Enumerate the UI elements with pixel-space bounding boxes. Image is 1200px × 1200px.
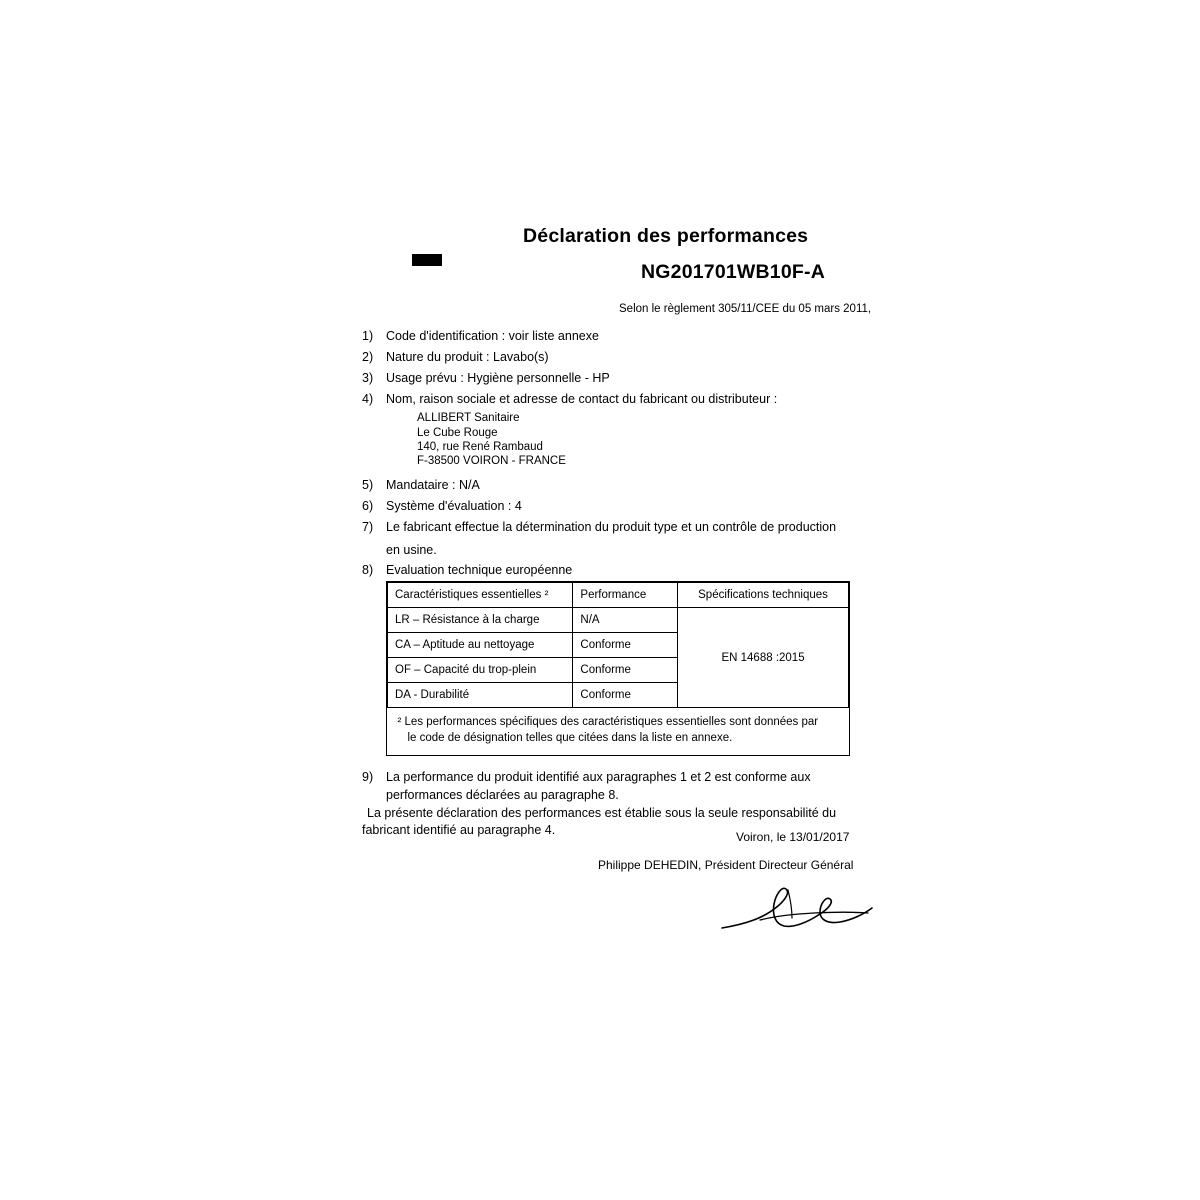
regulation-reference: Selon le règlement 305/11/CEE du 05 mars 2011, [619, 303, 872, 315]
closing-item-9-continuation: performances déclarées au paragraphe 8. [386, 788, 619, 802]
item-text: Le fabricant effectue la détermination du produit type et un contrôle de production [386, 520, 837, 534]
item-number: 4) [362, 392, 374, 406]
list-item [362, 350, 549, 364]
list-item [362, 371, 610, 385]
table-cell-performance: Conforme [573, 658, 678, 683]
closing-item-9 [362, 768, 811, 786]
ce-mark-icon [352, 215, 462, 305]
list-item [362, 499, 522, 513]
table-cell-characteristic: OF – Capacité du trop-plein [388, 658, 573, 683]
item-text: Nom, raison sociale et adresse de contact du fabricant ou distributeur : [386, 392, 778, 406]
place-and-date: Voiron, le 13/01/2017 [736, 830, 850, 844]
item-text: Système d'évaluation : 4 [386, 499, 522, 513]
item-text: Evaluation technique européenne [386, 563, 573, 577]
table-cell-characteristic: CA – Aptitude au nettoyage [388, 633, 573, 658]
signature-image [716, 880, 876, 945]
table-footnote-row [388, 708, 849, 756]
table-cell-performance: N/A [573, 608, 678, 633]
table-header-cell: Spécifications techniques [678, 583, 849, 608]
address-line: F-38500 VOIRON - FRANCE [417, 455, 566, 467]
document-reference: NG201701WB10F-A [641, 261, 825, 283]
footnote-line-1: ² Les performances spécifiques des caractéristiques essentielles sont données par [397, 716, 819, 728]
list-item [362, 329, 599, 343]
table-cell-performance: Conforme [573, 633, 678, 658]
performance-table [386, 581, 850, 756]
item-number: 7) [362, 520, 374, 534]
item-number: 8) [362, 563, 374, 577]
list-item-continuation [362, 543, 437, 557]
table-header-cell: Performance [573, 583, 678, 608]
item-text: La performance du produit identifié aux paragraphes 1 et 2 est conforme aux [386, 770, 811, 784]
responsibility-statement-line-2: fabricant identifié au paragraphe 4. [362, 823, 556, 837]
table-cell-characteristic: DA - Durabilité [388, 683, 573, 708]
list-item [362, 520, 836, 534]
list-item [362, 563, 572, 577]
table-cell-performance: Conforme [573, 683, 678, 708]
item-text: Code d'identification : voir liste annexe [386, 329, 599, 343]
item-number: 3) [362, 371, 374, 385]
address-line: 140, rue René Rambaud [417, 441, 543, 453]
table-header-row [388, 583, 849, 608]
table-cell-specification: EN 14688 :2015 [678, 608, 849, 708]
table-footnote-cell [388, 708, 849, 756]
item-text: Usage prévu : Hygiène personnelle - HP [386, 371, 610, 385]
item-number: 1) [362, 329, 374, 343]
list-item [362, 392, 777, 406]
item-number: 6) [362, 499, 374, 513]
responsibility-statement-line-1: La présente déclaration des performances est établie sous la seule responsabilité du [367, 806, 837, 820]
item-number: 9) [362, 770, 374, 784]
footnote-line-2: le code de désignation telles que citées dans la liste en annexe. [407, 731, 733, 744]
item-number: 2) [362, 350, 374, 364]
item-text: en usine. [386, 543, 437, 557]
page-title: Déclaration des performances [523, 225, 809, 247]
list-item [362, 478, 480, 492]
item-number: 5) [362, 478, 374, 492]
table-cell-characteristic: LR – Résistance à la charge [388, 608, 573, 633]
signatory-name: Philippe DEHEDIN, Président Directeur Général [598, 858, 854, 872]
table-row [388, 608, 849, 633]
table-header-cell: Caractéristiques essentielles ² [388, 583, 573, 608]
address-line: ALLIBERT Sanitaire [417, 412, 520, 424]
item-text: Mandataire : N/A [386, 478, 480, 492]
item-text: Nature du produit : Lavabo(s) [386, 350, 549, 364]
address-line: Le Cube Rouge [417, 427, 498, 439]
